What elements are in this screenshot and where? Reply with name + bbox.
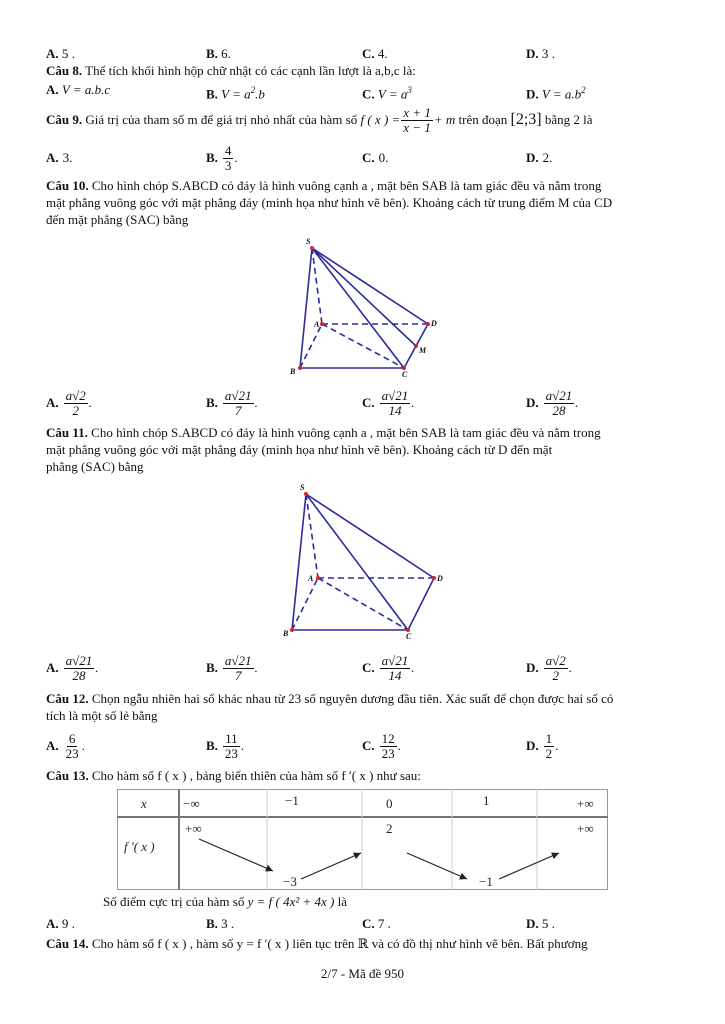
fprime-value: −1 [479, 874, 493, 889]
question-11-text: Câu 11. Cho hình chóp S.ABCD có đáy là hình vuông cạnh a , mặt bên SAB là tam giác đều và nằm trong mặt phẳng vuông góc với mặt phẳng đáy (minh họa như hình vẽ bên). Khoảng cách từ D đến mặt phẳng (SAC) bằng [46, 425, 601, 474]
question-12-options: A. $\frac{6}{23}$ . B. $\frac{11}{23}$ . C. $\frac{12}{23}$ . D. $\frac{1}{2}$ . [46, 730, 559, 761]
x-value: −1 [285, 793, 299, 808]
vertex-label-s: S [306, 237, 311, 246]
question-13-prompt: Số điểm cực trị của hàm số y = f ( 4x² + 4x ) là [103, 894, 348, 909]
question-13-text: Câu 13. Cho hàm số f ( x ) , bảng biến thiên của hàm số f ′( x ) như sau: [46, 768, 421, 783]
x-value: +∞ [577, 796, 594, 811]
x-value: 1 [483, 793, 490, 808]
question-12-text: Câu 12. Chọn ngẫu nhiên hai số khác nhau từ 23 số nguyên dương đầu tiên. Xác suất để chọn được hai số có tích là một số lẻ bằng [46, 691, 614, 723]
x-value: −∞ [183, 796, 200, 811]
vertex-label-d: D [431, 319, 437, 328]
fprime-value: 2 [386, 821, 393, 836]
variation-arrows [199, 839, 559, 879]
question-11-options: A. $\frac{a√21}{28}$ . B. $\frac{a√21}{7}$ . C. $\frac{a√21}{14}$ . D. $\frac{a√2}{2}$ . [46, 652, 573, 683]
variation-table [117, 789, 609, 891]
vertex-label-c: C [402, 370, 408, 378]
table-header-fprime: f ′( x ) [124, 839, 155, 854]
x-value: 0 [386, 796, 393, 811]
vertex-label-b: B [283, 629, 289, 638]
pyramid-figure-q11 [278, 482, 448, 642]
question-9-options: A. 3. B. $\frac{4}{3}$ . C. 0. D. 2. [46, 142, 553, 173]
question-9-text: Câu 9. Giá trị của tham số m để giá trị nhỏ nhất của hàm số f ( x ) = $\frac{x + 1}{x - 1}$ + m trên đoạn [2;3] bằng 2 là [46, 104, 593, 135]
page-footer: 2/7 - Mã đề 950 [320, 966, 405, 981]
vertex-label-a: A [308, 574, 314, 583]
question-10-text: Câu 10. Cho hình chóp S.ABCD có đáy là hình vuông cạnh a , mặt bên SAB là tam giác đều và nằm trong mặt phẳng vuông góc với mặt phẳng đáy (minh họa như hình vẽ bên). Khoảng cách từ trung điểm M của CD đến mặt phẳng (SAC) bằng [46, 178, 613, 227]
fprime-value: +∞ [185, 821, 202, 836]
pyramid-figure-q10 [280, 236, 450, 378]
question-8-text: Câu 8. Thể tích khối hình hộp chữ nhật có các cạnh lần lượt là a,b,c là: [46, 63, 416, 78]
question-14-text: Câu 14. Cho hàm số f ( x ) , hàm số y = f ′( x ) liên tục trên ℝ và có đồ thị như hình vẽ bên. Bất phương [46, 936, 588, 951]
vertex-label-s: S [300, 483, 305, 492]
question-10-options: A. $\frac{a√2}{2}$ . B. $\frac{a√21}{7}$ . C. $\frac{a√21}{14}$ . D. $\frac{a√21}{28}$ . [46, 387, 579, 418]
vertex-label-m: M [419, 346, 427, 355]
vertex-label-d: D [437, 574, 443, 583]
vertex-label-c: C [406, 632, 412, 641]
vertex-label-b: B [290, 367, 296, 376]
fprime-value: −3 [283, 874, 297, 889]
table-header-x: x [141, 796, 147, 811]
fprime-value: +∞ [577, 821, 594, 836]
vertex-label-a: A [314, 320, 320, 329]
